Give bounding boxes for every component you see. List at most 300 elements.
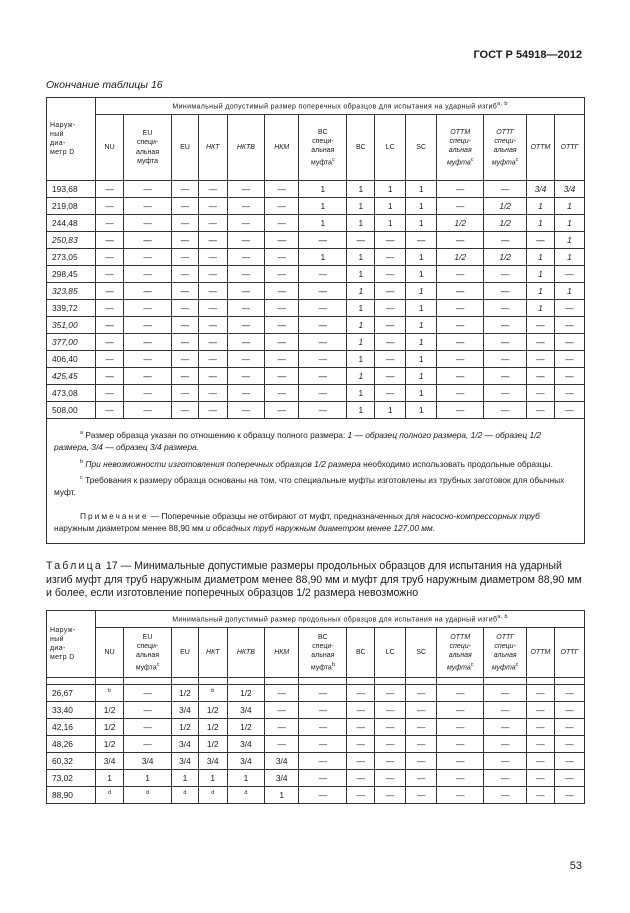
value-cell: —: [96, 198, 124, 215]
diameter-cell: 351,00: [47, 317, 96, 334]
column-header-8: BC: [347, 628, 375, 678]
value-cell: —: [265, 317, 299, 334]
value-cell: 1: [406, 351, 437, 368]
value-cell: —: [299, 736, 347, 753]
diameter-cell: 406,40: [47, 351, 96, 368]
value-cell: —: [227, 198, 264, 215]
value-cell: 1: [123, 770, 171, 787]
table17-header-title: Минимальный допустимый размер продольных образцов для испытания на ударный изгиб$^{a, b}$: [96, 611, 585, 628]
value-cell: —: [437, 685, 484, 702]
value-cell: —: [299, 266, 347, 283]
value-cell: —: [265, 334, 299, 351]
value-cell: 1: [172, 770, 199, 787]
footnote-b: $^b$ При невозможности изготовления поперечных образцов 1/2 размера необходимо использовать продольные образцы.: [80, 458, 553, 469]
value-cell: —: [172, 283, 199, 300]
value-cell: —: [406, 787, 437, 804]
value-cell: —: [527, 753, 555, 770]
value-cell: —: [527, 317, 555, 334]
value-cell: —: [123, 685, 171, 702]
table-row: [47, 368, 585, 385]
value-cell: 3/4: [227, 702, 264, 719]
table-row: [47, 334, 585, 351]
value-cell: —: [437, 317, 484, 334]
value-cell: 1: [527, 215, 555, 232]
value-cell: d: [123, 787, 171, 804]
value-cell: —: [527, 334, 555, 351]
value-cell: —: [484, 283, 527, 300]
value-cell: —: [172, 317, 199, 334]
column-header-8: BC: [347, 115, 375, 181]
table-row: [47, 719, 585, 736]
value-cell: 1: [299, 198, 347, 215]
value-cell: 3/4: [227, 736, 264, 753]
value-cell: —: [484, 402, 527, 419]
value-cell: 1: [265, 787, 299, 804]
diameter-cell: 377,00: [47, 334, 96, 351]
value-cell: —: [484, 351, 527, 368]
value-cell: —: [123, 215, 171, 232]
value-cell: —: [437, 385, 484, 402]
value-cell: 1: [527, 266, 555, 283]
value-cell: —: [554, 736, 584, 753]
value-cell: 3/4: [96, 753, 124, 770]
value-cell: —: [96, 334, 124, 351]
value-cell: —: [554, 334, 584, 351]
value-cell: —: [96, 181, 124, 198]
value-cell: —: [172, 266, 199, 283]
value-cell: —: [198, 334, 227, 351]
value-cell: 1/2: [172, 719, 199, 736]
value-cell: 1: [347, 249, 375, 266]
value-cell: —: [527, 702, 555, 719]
value-cell: 3/4: [265, 753, 299, 770]
column-header-7: BC специ- альная муфта$^c$: [299, 115, 347, 181]
value-cell: —: [375, 753, 406, 770]
value-cell: 1: [527, 249, 555, 266]
value-cell: 1: [406, 317, 437, 334]
diameter-cell: 48,26: [47, 736, 96, 753]
column-header-5: НКТВ: [227, 628, 264, 678]
value-cell: 1: [347, 198, 375, 215]
value-cell: 1: [347, 266, 375, 283]
table-16: [46, 97, 585, 544]
value-cell: —: [123, 719, 171, 736]
diameter-cell: 425,45: [47, 368, 96, 385]
value-cell: —: [375, 685, 406, 702]
column-header-10: SC: [406, 628, 437, 678]
column-header-14: ОТТГ: [554, 115, 584, 181]
value-cell: —: [198, 402, 227, 419]
value-cell: 1: [198, 770, 227, 787]
value-cell: —: [265, 300, 299, 317]
value-cell: —: [96, 266, 124, 283]
value-cell: —: [527, 719, 555, 736]
value-cell: —: [484, 266, 527, 283]
value-cell: 3/4: [265, 770, 299, 787]
value-cell: 1: [347, 385, 375, 402]
value-cell: 1: [406, 198, 437, 215]
value-cell: —: [406, 770, 437, 787]
value-cell: —: [96, 232, 124, 249]
column-header-1: NU: [96, 115, 124, 181]
value-cell: —: [437, 402, 484, 419]
value-cell: —: [96, 385, 124, 402]
value-cell: —: [265, 385, 299, 402]
value-cell: —: [96, 300, 124, 317]
value-cell: —: [299, 770, 347, 787]
value-cell: —: [227, 351, 264, 368]
value-cell: —: [172, 385, 199, 402]
value-cell: 1: [299, 181, 347, 198]
value-cell: 3/4: [527, 181, 555, 198]
table-row: [47, 232, 585, 249]
value-cell: —: [299, 300, 347, 317]
value-cell: —: [299, 685, 347, 702]
value-cell: —: [484, 317, 527, 334]
value-cell: 3/4: [227, 753, 264, 770]
value-cell: —: [554, 317, 584, 334]
value-cell: 1: [406, 181, 437, 198]
value-cell: —: [437, 300, 484, 317]
value-cell: —: [347, 232, 375, 249]
value-cell: —: [437, 266, 484, 283]
value-cell: 1: [227, 770, 264, 787]
value-cell: —: [227, 232, 264, 249]
table17-caption: Таблица 17 — Минимальные допустимые размеры продольных образцов для испытания на ударный изгиб муфт для труб наружным диаметром менее 88,90 мм и муфт для труб наружным диаметром 88,90 мм и более, если изготовление поперечных образцов 1/2 размера невозможно: [46, 560, 582, 599]
value-cell: —: [527, 232, 555, 249]
value-cell: —: [123, 283, 171, 300]
value-cell: —: [437, 334, 484, 351]
value-cell: —: [123, 385, 171, 402]
value-cell: 1: [347, 402, 375, 419]
value-cell: —: [265, 736, 299, 753]
value-cell: 1/2: [437, 215, 484, 232]
diameter-cell: 298,45: [47, 266, 96, 283]
value-cell: 3/4: [554, 181, 584, 198]
value-cell: —: [437, 351, 484, 368]
column-header-3: EU: [172, 628, 199, 678]
value-cell: —: [123, 736, 171, 753]
table-row: [47, 770, 585, 787]
value-cell: —: [554, 685, 584, 702]
value-cell: —: [299, 787, 347, 804]
value-cell: —: [484, 385, 527, 402]
value-cell: 1/2: [96, 702, 124, 719]
diameter-cell: 193,68: [47, 181, 96, 198]
column-header-9: LC: [375, 628, 406, 678]
value-cell: —: [437, 770, 484, 787]
diameter-cell: 250,83: [47, 232, 96, 249]
value-cell: —: [299, 232, 347, 249]
value-cell: —: [484, 334, 527, 351]
value-cell: —: [437, 719, 484, 736]
column-header-13: ОТТМ: [527, 115, 555, 181]
value-cell: 1: [406, 402, 437, 419]
value-cell: 1/2: [437, 249, 484, 266]
value-cell: 1: [554, 232, 584, 249]
value-cell: 1: [406, 334, 437, 351]
value-cell: —: [96, 368, 124, 385]
table-row: [47, 215, 585, 232]
table-row: [47, 685, 585, 702]
value-cell: —: [172, 402, 199, 419]
value-cell: —: [123, 317, 171, 334]
value-cell: d: [96, 787, 124, 804]
table16-header-title: Минимальный допустимый размер поперечных образцов для испытания на ударный изгиб$^{a, b}$: [96, 98, 585, 115]
diameter-cell: 273,05: [47, 249, 96, 266]
value-cell: 1: [299, 249, 347, 266]
table-row: [47, 317, 585, 334]
table16-footnotes: [47, 419, 585, 544]
value-cell: —: [437, 283, 484, 300]
value-cell: —: [299, 283, 347, 300]
value-cell: 1: [554, 215, 584, 232]
table-row: [47, 385, 585, 402]
value-cell: —: [172, 198, 199, 215]
value-cell: —: [265, 232, 299, 249]
value-cell: —: [406, 719, 437, 736]
table-row: [47, 402, 585, 419]
value-cell: 1/2: [227, 719, 264, 736]
value-cell: —: [554, 770, 584, 787]
value-cell: —: [123, 402, 171, 419]
value-cell: 1: [554, 198, 584, 215]
value-cell: —: [375, 368, 406, 385]
value-cell: —: [375, 249, 406, 266]
value-cell: 1: [375, 215, 406, 232]
value-cell: 1: [347, 317, 375, 334]
value-cell: 1/2: [484, 198, 527, 215]
value-cell: —: [227, 283, 264, 300]
value-cell: —: [123, 702, 171, 719]
value-cell: —: [484, 719, 527, 736]
table-row: [47, 181, 585, 198]
table-row: [47, 753, 585, 770]
table16-caption: Окончание таблицы 16: [46, 79, 163, 91]
value-cell: —: [265, 249, 299, 266]
value-cell: —: [484, 753, 527, 770]
value-cell: —: [375, 351, 406, 368]
value-cell: —: [437, 753, 484, 770]
value-cell: 3/4: [172, 753, 199, 770]
value-cell: —: [198, 266, 227, 283]
value-cell: —: [265, 351, 299, 368]
diameter-cell: 26,67: [47, 685, 96, 702]
value-cell: —: [484, 685, 527, 702]
value-cell: —: [198, 385, 227, 402]
value-cell: —: [375, 719, 406, 736]
value-cell: 1: [347, 300, 375, 317]
column-header-11: ОТТМ специ- альная муфта$^c$: [437, 628, 484, 678]
diameter-cell: 473,08: [47, 385, 96, 402]
value-cell: 3/4: [123, 753, 171, 770]
value-cell: —: [347, 770, 375, 787]
diameter-cell: 508,00: [47, 402, 96, 419]
value-cell: 1: [375, 402, 406, 419]
value-cell: —: [484, 787, 527, 804]
value-cell: —: [375, 317, 406, 334]
value-cell: —: [484, 770, 527, 787]
value-cell: —: [554, 702, 584, 719]
column-header-2: EU специ- альная муфта: [123, 115, 171, 181]
value-cell: —: [437, 702, 484, 719]
value-cell: —: [96, 215, 124, 232]
value-cell: 1: [375, 181, 406, 198]
value-cell: 1: [299, 215, 347, 232]
value-cell: —: [96, 351, 124, 368]
value-cell: —: [375, 283, 406, 300]
column-header-diameter: Наруж- ный диа- метр D: [47, 611, 96, 678]
value-cell: —: [265, 685, 299, 702]
table-row: [47, 787, 585, 804]
value-cell: —: [198, 198, 227, 215]
value-cell: —: [227, 317, 264, 334]
value-cell: —: [347, 719, 375, 736]
value-cell: 1: [347, 215, 375, 232]
value-cell: —: [265, 181, 299, 198]
value-cell: —: [227, 300, 264, 317]
table-row: [47, 198, 585, 215]
footnote-c: $^c$ Требования к размеру образца основаны на том, что специальные муфты изготовлены из трубных заготовок для обычных муфт.: [54, 474, 565, 498]
value-cell: 1: [554, 249, 584, 266]
value-cell: —: [123, 249, 171, 266]
column-header-4: НКТ: [198, 628, 227, 678]
value-cell: 1/2: [96, 736, 124, 753]
value-cell: —: [123, 198, 171, 215]
value-cell: —: [484, 181, 527, 198]
value-cell: —: [265, 719, 299, 736]
value-cell: —: [265, 368, 299, 385]
value-cell: —: [96, 283, 124, 300]
table-row: [47, 249, 585, 266]
value-cell: 1/2: [227, 685, 264, 702]
value-cell: —: [227, 181, 264, 198]
diameter-cell: 323,85: [47, 283, 96, 300]
footnote-a: $^a$ Размер образца указан по отношению к образцу полного размера: 1 — образец полного размера, 1/2 — образец 1/2 размера, 3/4 — образец 3/4 размера.: [54, 429, 542, 453]
value-cell: —: [527, 351, 555, 368]
column-header-diameter: Наруж- ный диа- метр D: [47, 98, 96, 181]
value-cell: —: [437, 198, 484, 215]
value-cell: —: [375, 770, 406, 787]
value-cell: —: [265, 702, 299, 719]
value-cell: b: [96, 685, 124, 702]
value-cell: —: [96, 249, 124, 266]
value-cell: 1/2: [198, 736, 227, 753]
value-cell: 1: [347, 283, 375, 300]
value-cell: —: [123, 266, 171, 283]
value-cell: —: [299, 719, 347, 736]
value-cell: —: [527, 685, 555, 702]
value-cell: —: [299, 351, 347, 368]
value-cell: —: [172, 351, 199, 368]
value-cell: 1: [406, 283, 437, 300]
value-cell: —: [347, 753, 375, 770]
value-cell: —: [299, 402, 347, 419]
value-cell: —: [554, 266, 584, 283]
value-cell: 1: [554, 283, 584, 300]
value-cell: 1: [406, 215, 437, 232]
value-cell: —: [299, 702, 347, 719]
value-cell: —: [227, 215, 264, 232]
diameter-cell: 244,48: [47, 215, 96, 232]
value-cell: —: [406, 685, 437, 702]
value-cell: —: [554, 351, 584, 368]
value-cell: —: [406, 753, 437, 770]
value-cell: —: [554, 719, 584, 736]
table-row: [47, 702, 585, 719]
value-cell: —: [554, 300, 584, 317]
value-cell: —: [123, 368, 171, 385]
value-cell: —: [375, 702, 406, 719]
value-cell: 1: [527, 300, 555, 317]
value-cell: 1: [406, 300, 437, 317]
column-header-3: EU: [172, 115, 199, 181]
column-header-11: ОТТМ специ- альная муфта$^c$: [437, 115, 484, 181]
value-cell: —: [172, 368, 199, 385]
value-cell: —: [484, 232, 527, 249]
value-cell: —: [527, 385, 555, 402]
value-cell: —: [198, 317, 227, 334]
value-cell: d: [198, 787, 227, 804]
value-cell: —: [265, 283, 299, 300]
value-cell: 1/2: [172, 685, 199, 702]
value-cell: 1: [527, 198, 555, 215]
value-cell: —: [554, 385, 584, 402]
value-cell: —: [123, 300, 171, 317]
column-header-4: НКТ: [198, 115, 227, 181]
value-cell: —: [527, 368, 555, 385]
value-cell: —: [299, 334, 347, 351]
diameter-cell: 339,72: [47, 300, 96, 317]
value-cell: 1: [406, 385, 437, 402]
value-cell: —: [265, 215, 299, 232]
value-cell: d: [227, 787, 264, 804]
table-row: [47, 351, 585, 368]
value-cell: 1: [406, 368, 437, 385]
value-cell: d: [172, 787, 199, 804]
value-cell: 1/2: [96, 719, 124, 736]
value-cell: —: [198, 232, 227, 249]
value-cell: —: [172, 181, 199, 198]
value-cell: —: [375, 300, 406, 317]
value-cell: —: [437, 232, 484, 249]
column-header-6: НКМ: [265, 628, 299, 678]
value-cell: —: [554, 787, 584, 804]
page-number: 53: [569, 860, 582, 872]
value-cell: —: [96, 317, 124, 334]
table-row: [47, 300, 585, 317]
value-cell: —: [227, 385, 264, 402]
value-cell: —: [347, 685, 375, 702]
value-cell: —: [527, 402, 555, 419]
value-cell: 1: [347, 181, 375, 198]
value-cell: —: [406, 702, 437, 719]
value-cell: —: [299, 368, 347, 385]
value-cell: 3/4: [198, 753, 227, 770]
table-17: [46, 610, 585, 804]
value-cell: b: [198, 685, 227, 702]
value-cell: —: [554, 402, 584, 419]
diameter-cell: 60,32: [47, 753, 96, 770]
table16-note: Примечание — Поперечные образцы не отбирают от муфт, предназначенных для насосно-компрессорных труб наружным диаметром менее 88,90 мм и обсадных труб наружным диаметром менее 127,00 мм.: [54, 510, 540, 534]
value-cell: —: [198, 300, 227, 317]
value-cell: —: [198, 368, 227, 385]
column-header-2: EU специ- альная муфта$^c$: [123, 628, 171, 678]
diameter-cell: 42,16: [47, 719, 96, 736]
value-cell: —: [375, 385, 406, 402]
diameter-cell: 88,90: [47, 787, 96, 804]
table-row: [47, 736, 585, 753]
